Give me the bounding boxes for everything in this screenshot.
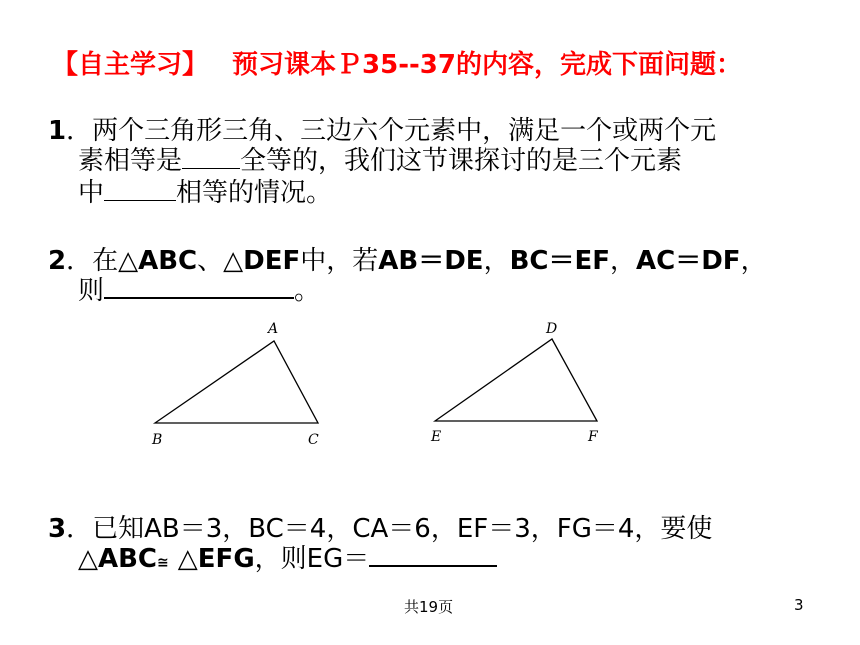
label-a: A: [268, 321, 279, 337]
q2-period: 。: [294, 276, 321, 306]
q2-sep: 、: [197, 246, 224, 276]
q2-comma2: ，: [610, 246, 637, 276]
q1-text3-post: 相等的情况。: [176, 178, 333, 208]
q2-mid: 中，若: [300, 246, 379, 276]
q3-line2: [78, 544, 497, 578]
q1-text2-post: 全等的，我们这节课探讨的是三个元素: [240, 146, 683, 176]
triangle-def-shape: [435, 339, 597, 421]
q2-eq1: AB＝DE: [378, 246, 484, 276]
q1-text1: ．两个三角形三角、三边六个元素中，满足一个或两个元: [66, 116, 717, 146]
q2-eq3: AC＝DF: [636, 246, 741, 276]
q2-tri1: △ABC: [118, 246, 198, 276]
q2-pre: ．在: [66, 246, 119, 276]
q1-text2-pre: 素相等是: [78, 146, 183, 176]
q3-answer-blank[interactable]: [369, 565, 497, 567]
q3-number: 3: [48, 514, 67, 544]
triangle-def: [430, 321, 599, 445]
instruction-pages: 35--37: [362, 50, 456, 80]
congruent-symbol: ≅: [157, 555, 169, 571]
q2-comma1: ，: [483, 246, 510, 276]
q1-number: 1: [48, 116, 67, 146]
label-f: F: [588, 429, 598, 445]
q2-eq2: BC＝EF: [509, 246, 610, 276]
label-b: B: [152, 432, 163, 448]
q3-line1: [48, 514, 712, 544]
q2-comma3: ，: [740, 246, 767, 276]
q2-then: 则: [78, 276, 105, 306]
label-e: E: [431, 429, 442, 445]
q2-number: 2: [48, 246, 67, 276]
triangle-abc: [151, 321, 319, 448]
instruction-post: 的内容，完成下面问题：: [455, 50, 742, 80]
page-number: 3: [794, 596, 804, 614]
q3-tri1: △ABC: [78, 544, 158, 574]
q2-tri2: △DEF: [223, 246, 301, 276]
instruction-pre: 预习课本Ｐ: [232, 50, 363, 80]
section-tag: 【自主学习】: [52, 50, 209, 80]
q3-tri2: △EFG: [168, 544, 255, 574]
q1-text3-pre: 中: [78, 178, 105, 208]
triangle-abc-shape: [155, 341, 318, 423]
q3-mid: ，则EG＝: [254, 544, 370, 574]
label-c: C: [308, 432, 319, 448]
q3-text1: ．已知AB＝3，BC＝4，CA＝6，EF＝3，FG＝4，要使: [66, 514, 713, 544]
label-d: D: [546, 321, 558, 337]
page-count: 共19页: [404, 598, 454, 616]
